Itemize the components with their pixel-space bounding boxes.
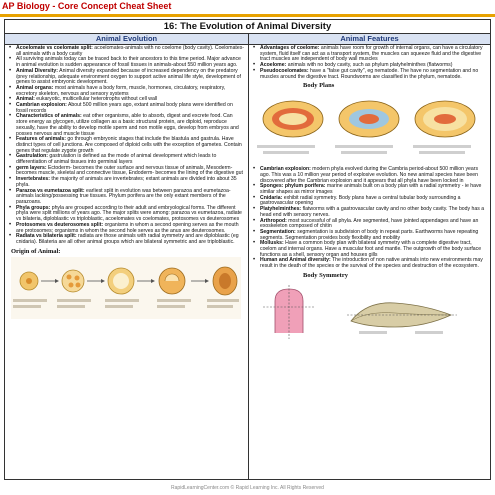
entry-term: Platyhelminthes: xyxy=(260,206,302,213)
list-item xyxy=(260,258,487,269)
entry-text: most successful of all phyla. Are segmented, have jointed appendages and have an exoskeleton composed of chitin xyxy=(260,217,479,230)
entry-text: organisms in whom a second opening serves as the mouth are protosomes; organisms in whom the second hole serves as the anus are deuterosomes. xyxy=(16,221,239,234)
entry-text: modern phyla evolved during the Cambria period-about 500 million years ago. This was a 10 million year period of explosive evolution. No new animal species have been discovered after the Cambrian explosion and it appears that all phyla have been locked in xyxy=(260,166,479,184)
entry-term: Gastrulation: xyxy=(16,153,48,160)
list-item xyxy=(260,69,487,80)
body-plans-figure xyxy=(255,91,484,166)
entry-term: Acoelomate vs coelomate split: xyxy=(16,45,93,51)
entry-term: Phyla groups: xyxy=(16,204,51,211)
list-item xyxy=(16,189,245,206)
cheat-sheet xyxy=(4,19,491,480)
entry-term: Acoelome: xyxy=(260,62,287,69)
body-symmetry-illustration xyxy=(255,281,483,343)
entry-text: phyla are grouped according to their adult and embryological forms. The different phyla were split millions of years ago. The major splits were among: parazoa vs eumetazoa, radiate vs bilateria, diploblastic vs triploblastic, acoelomates vs coelomates, protosomes vs deuterosomes xyxy=(16,204,242,223)
entry-text: most animals have a body form, muscle, hormones, circulatory, respiratory, excretory skeleton, nervous and sensory systems xyxy=(16,84,226,97)
body-symmetry-figure xyxy=(255,281,484,348)
page-footer: RapidLearningCenter.com © Rapid Learning Inc. All Rights Reserved xyxy=(171,485,324,491)
list-item xyxy=(260,167,487,184)
entry-text: marine animals built on a body plan with a radial symmetry - ie have similar shapes as mirror images xyxy=(260,183,482,196)
entry-term: Human and Animal diversity: xyxy=(260,257,331,264)
left-column-heading: Animal Evolution xyxy=(5,34,248,45)
entry-text: eat other organisms, able to absorb, digest and excrete food. Can store energy as glycogen, utilize collagen as a basic structural protein, are diploid, reproduce sexually, have the ability to develop motile sperm and non motile eggs, develop from embryos and posses nervous and muscle tissue xyxy=(16,113,239,137)
entry-term: Animal Diversity: xyxy=(16,67,58,74)
sheet-title: 16: The Evolution of Animal Diversity xyxy=(5,20,490,34)
entry-text: gastrulation is defined as the mode of animal development which leads to differentiation of animal tissues into germinal layers xyxy=(16,153,217,166)
right-column xyxy=(249,34,490,479)
body-symmetry-title: Body Symmetry xyxy=(303,271,348,279)
entry-text: segmentation is subdivision of body in repeat parts. Earthworms have repeating segments. Segmentation provides body flexibility and mobility xyxy=(260,228,479,241)
entry-term: Mollusks: xyxy=(260,240,284,247)
entry-term: Cnidaria: xyxy=(260,194,283,201)
entry-text: Ectoderm- becomes the outer surface and nervous tissue of animals, Mesoderm-becomes muscle, skeletal and connective tissue, Endoderm- becomes the lining of the digestive gut xyxy=(16,164,243,177)
list-item xyxy=(16,206,245,223)
entry-text: have a "false gut cavity", eg nematode. The have no segmentation and no muscles around the digestive tract. Roundworms are classified in the phylum, nematode. xyxy=(260,67,479,80)
header-title: AP Biology - Core Concept Cheat Sheet xyxy=(2,1,172,11)
entry-term: Cambrian explosion: xyxy=(16,102,67,109)
origin-diagram-illustration xyxy=(11,257,241,319)
entry-text: the majority of animals are invertebrates; extant animals are divided into about 35 phyla. xyxy=(16,176,237,188)
entry-text: acoelomates-animals with no coelome (body cavity). Coelomates-all animals with a body cavity xyxy=(16,45,245,57)
entry-text: All surviving animals today can be traced back to their ancestors to this time period. Major advance in animal evolution is sudden appearance of fossil tissues in animals-about 550 million years ago. xyxy=(16,56,241,69)
left-entries xyxy=(5,46,248,246)
entry-term: Invertebrates: xyxy=(16,176,50,183)
entry-term: germ layers: xyxy=(16,164,47,171)
entry-text: radiata are those animals with radial symmetry and are diploblastic (eg cnidaria). Bilateria are all other animal groups which are bilateral symmetric and are triploblastic. xyxy=(16,233,239,245)
entry-term: Sponges: phylum porifera: xyxy=(260,183,326,190)
entry-text: The introduction of non native animals into new environments may result in the death of the species or the survival of the species and destruction of the ecosystem. xyxy=(260,257,483,270)
list-item xyxy=(16,69,245,86)
list-item xyxy=(16,234,245,245)
right-column-heading: Animal Features xyxy=(249,34,490,45)
entry-term: Arthropod: xyxy=(260,217,287,224)
entry-term: Cambrian explosion: xyxy=(260,166,311,173)
entry-term: Advantages of coelome: xyxy=(260,45,320,51)
entry-text: About 500 million years ago, extant animal body plans were identified on fossil records xyxy=(16,102,233,114)
entry-text: earliest split in evolution was between parazoa and eumetazoa- animals lacking/possessing true tissues. Phylum porifera are the only extant members of the parazoans. xyxy=(16,187,231,205)
list-item xyxy=(260,46,487,63)
entry-term: Parazoa vs eumetazoa split: xyxy=(16,187,85,194)
entry-term: Animal: xyxy=(16,96,35,103)
entry-term: Animal organs: xyxy=(16,84,54,91)
list-item xyxy=(260,241,487,258)
body-plans-illustration xyxy=(255,91,483,161)
entry-text: exhibit radial symmetry. Body plans have a central tubular body surrounding a gastrovascular opening xyxy=(260,194,461,207)
page-header xyxy=(0,0,495,17)
origin-figure-title: Origin of Animal: xyxy=(11,247,61,255)
entry-text: flatworms with a gastrovascular cavity and no other body cavity. The body has a head end with sensory nerves. xyxy=(260,206,485,218)
entry-term: Protosomes vs deuterosomes split: xyxy=(16,221,104,228)
right-entries-bottom xyxy=(249,167,490,270)
list-item xyxy=(16,137,245,154)
entry-term: Characteristics of animals: xyxy=(16,113,82,120)
entry-term: Radiata vs bilateria split: xyxy=(16,233,77,240)
origin-of-animal-figure xyxy=(11,257,242,324)
list-item xyxy=(16,114,245,137)
left-column xyxy=(5,34,249,479)
entry-term: Segmentation: xyxy=(260,228,296,235)
entry-text: Animal diversity expanded because of increased dependency on the predatory /prey relationship, adequate environment oxygen to support active animal life style, development of genes to assist embryonic development. xyxy=(16,67,241,86)
entry-text: go through embryonic stages that include the blastula and gastrula. Have distinct types of cell junctions. Are composed of diploid cells with the exception of gametes. Contain genes that regulate zygote growth xyxy=(16,136,242,154)
body-plans-title: Body Plans xyxy=(303,82,335,90)
right-entries-top xyxy=(249,46,490,80)
columns xyxy=(5,34,490,479)
entry-text: animals with no body cavity, such as phylum platyhelminthes (flatworms) xyxy=(286,62,453,69)
entry-term: Pseudocoelomates: xyxy=(260,67,309,74)
entry-text: Have a common body plan with bilateral symmetry with a complete digestive tract, coelom and internal organs. Have a muscular foot and mantle. The outgrowth of the body surface functions as a shell, sensory organ and houses gills xyxy=(260,240,482,258)
entry-term: Features of animals: xyxy=(16,136,66,143)
entry-text: animals have room for growth of internal organs, can have a circulatory system, fluid itself can act as a transport system, the muscles can squeeze fluid and the digestive tract muscles are independent of body wall muscles xyxy=(260,45,483,63)
entry-text: eukaryotic, multicellular heterotrophs without cell wall xyxy=(34,96,158,103)
